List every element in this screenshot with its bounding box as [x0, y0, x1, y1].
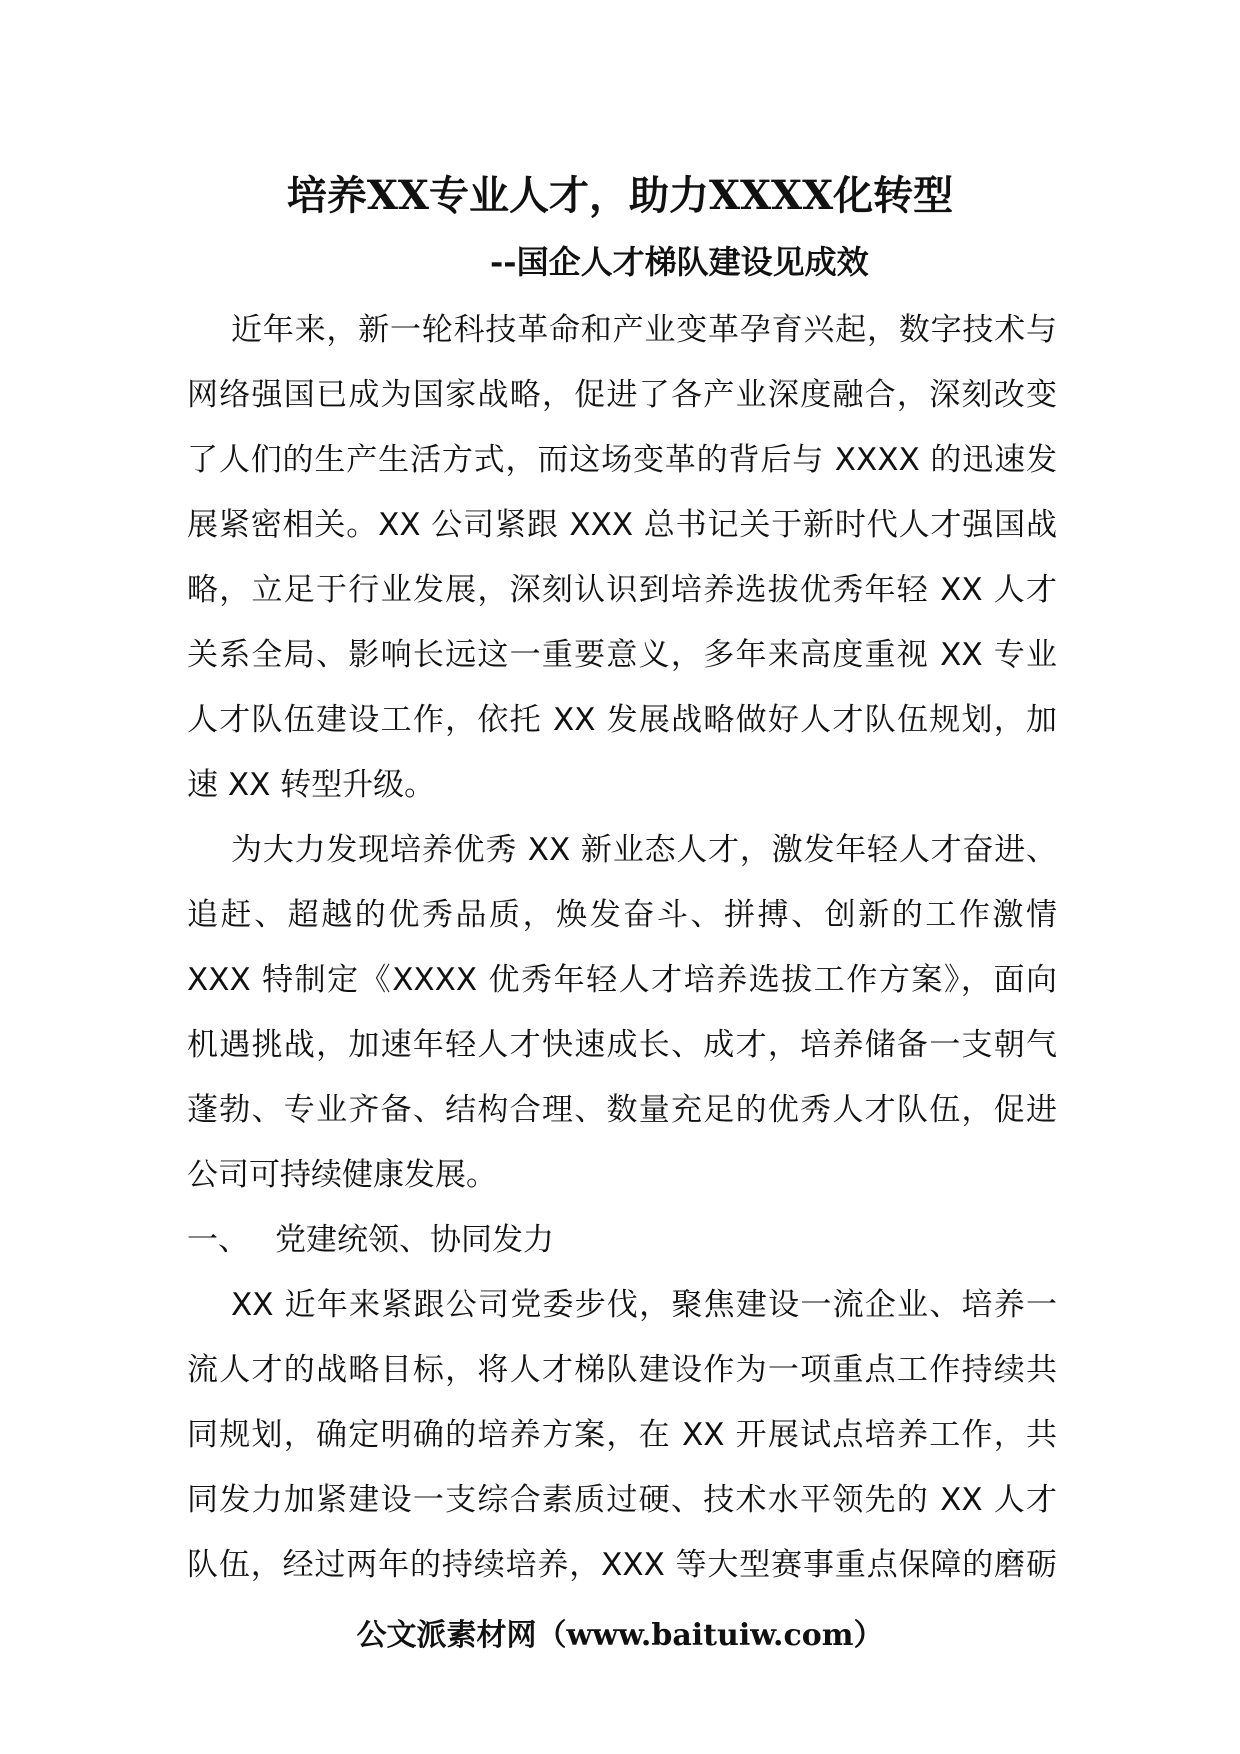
section-title: 党建统领、协同发力: [275, 1222, 554, 1258]
document-title: 培养XX专业人才，助力XXXX化转型: [286, 172, 954, 219]
document-body: [187, 298, 1057, 1598]
text-line: 速 XX 转型升级。: [187, 767, 436, 803]
text-line: XXX 特制定《XXXX 优秀年轻人才培养选拔工作方案》，面向: [187, 962, 1057, 998]
text-line: 近年来，新一轮科技革命和产业变革孕育兴起，数字技术与: [231, 312, 1057, 348]
text-line: 人才队伍建设工作，依托 XX 发展战略做好人才队伍规划，加: [187, 702, 1057, 738]
text-line: 蓬勃、专业齐备、结构合理、数量充足的优秀人才队伍，促进: [187, 1092, 1057, 1128]
text-line: 关系全局、影响长远这一重要意义，多年来高度重视 XX 专业: [187, 637, 1057, 673]
text-line: 队伍，经过两年的持续培养，XXX 等大型赛事重点保障的磨砺: [187, 1547, 1057, 1583]
footer-watermark: 公文派素材网（www.baituiw.com）: [356, 1618, 884, 1653]
text-line: 展紧密相关。XX 公司紧跟 XXX 总书记关于新时代人才强国战: [187, 507, 1057, 543]
text-line: 流人才的战略目标，将人才梯队建设作为一项重点工作持续共: [187, 1352, 1057, 1388]
paragraph-3: [187, 1273, 1057, 1598]
paragraph-2: [187, 818, 1057, 1208]
section-heading: [187, 1208, 1057, 1273]
text-line: XX 近年来紧跟公司党委步伐，聚焦建设一流企业、培养一: [231, 1287, 1057, 1323]
text-line: 网络强国已成为国家战略，促进了各产业深度融合，深刻改变: [187, 377, 1057, 413]
paragraph-1: [187, 298, 1057, 818]
text-line: 了人们的生产生活方式，而这场变革的背后与 XXXX 的迅速发: [187, 442, 1057, 478]
text-line: 同发力加紧建设一支综合素质过硬、技术水平领先的 XX 人才: [187, 1482, 1057, 1518]
text-line: 公司可持续健康发展。: [187, 1157, 497, 1193]
text-line: 机遇挑战，加速年轻人才快速成长、成才，培养储备一支朝气: [187, 1027, 1057, 1063]
document-subtitle: --国企人才梯队建设见成效: [490, 243, 869, 281]
text-line: 追赶、超越的优秀品质，焕发奋斗、拼搏、创新的工作激情: [187, 897, 1057, 933]
text-line: 同规划，确定明确的培养方案，在 XX 开展试点培养工作，共: [187, 1417, 1057, 1453]
text-line: 为大力发现培养优秀 XX 新业态人才，激发年轻人才奋进、: [231, 832, 1057, 868]
section-number: 一、: [187, 1222, 249, 1258]
text-line: 略，立足于行业发展，深刻认识到培养选拔优秀年轻 XX 人才: [187, 572, 1057, 608]
